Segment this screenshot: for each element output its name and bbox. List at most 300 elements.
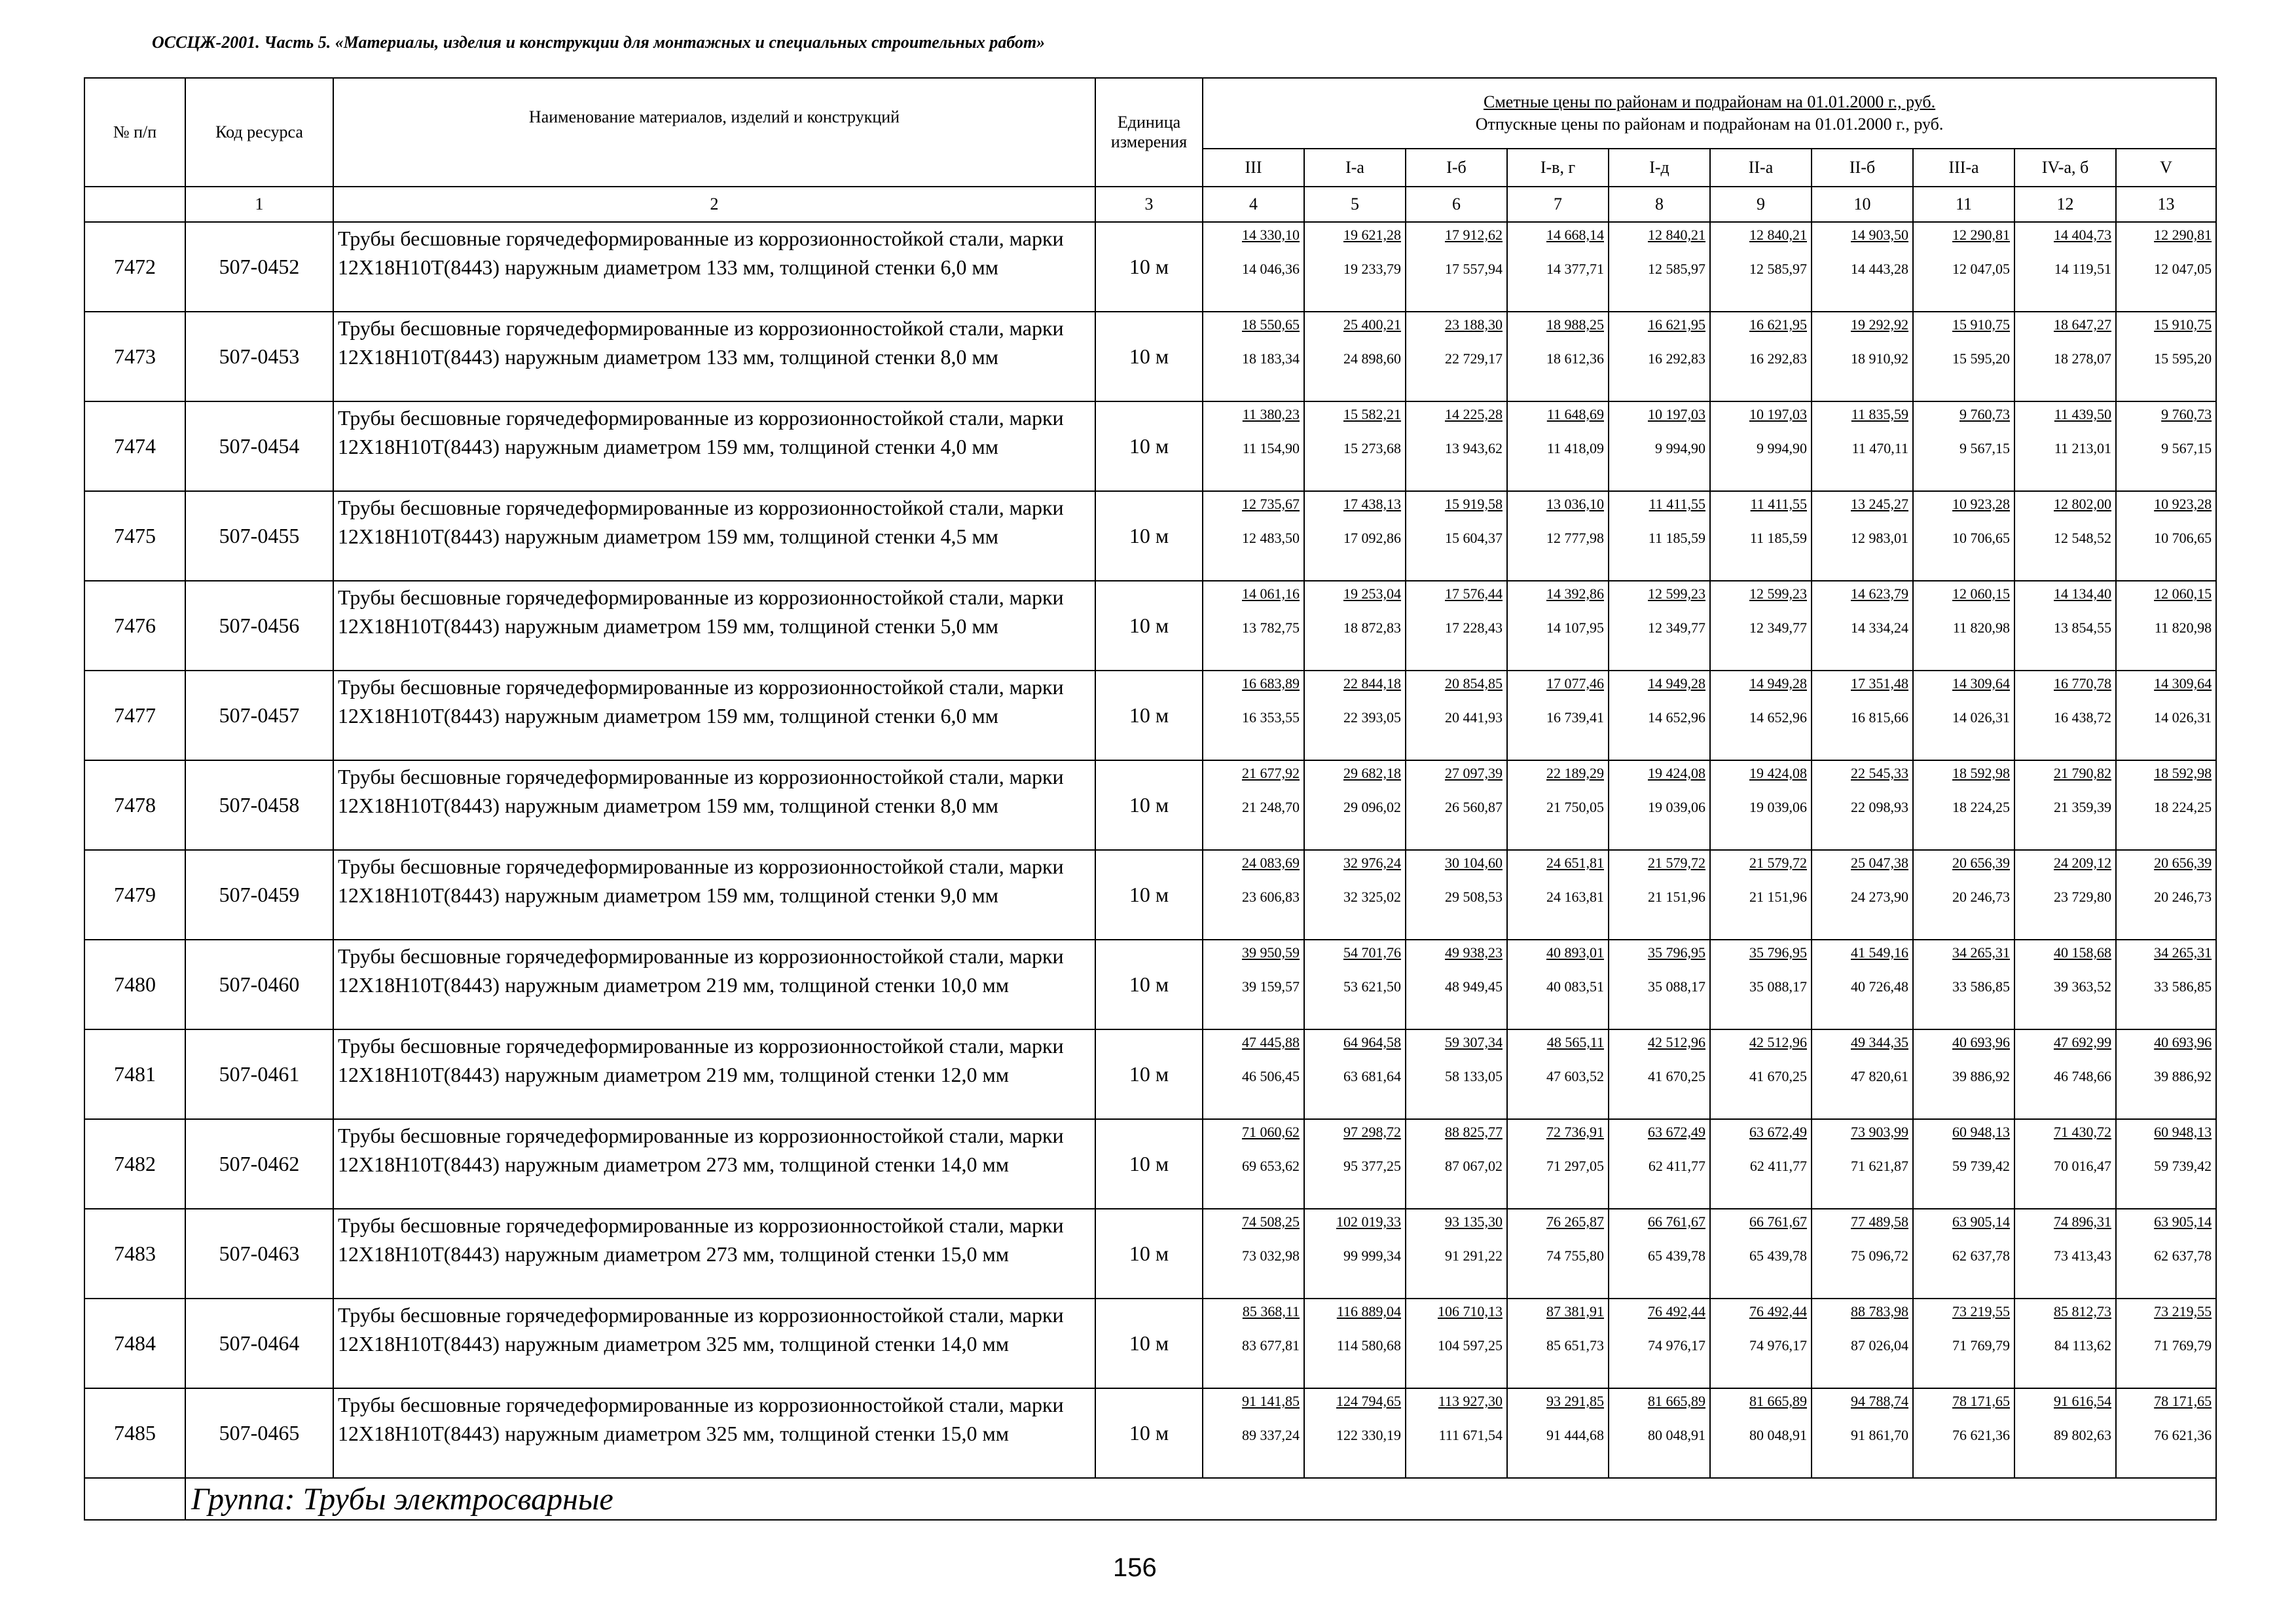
material-name: Трубы бесшовные горячедеформированные из коррозионностойкой стали, марки 12Х18Н10Т(8443) наружным диаметром 219 мм, толщиной стенки 12,0 мм <box>333 1029 1095 1119</box>
price-cell <box>1304 850 1406 940</box>
price-cell <box>2116 222 2216 312</box>
estimate-price: 48 565,11 <box>1546 1034 1604 1050</box>
price-cell <box>1203 1388 1304 1478</box>
estimate-price: 87 381,91 <box>1546 1303 1604 1320</box>
release-price: 71 769,79 <box>2154 1337 2212 1354</box>
estimate-price: 19 253,04 <box>1343 585 1401 602</box>
price-cell <box>2116 850 2216 940</box>
release-price: 11 820,98 <box>1952 619 2010 636</box>
release-price: 46 506,45 <box>1242 1068 1300 1084</box>
release-price: 12 983,01 <box>1851 530 1908 546</box>
price-cell <box>2116 1299 2216 1388</box>
release-price: 59 739,42 <box>2154 1158 2212 1174</box>
price-cell <box>1203 312 1304 401</box>
group-title: Группа: Трубы электросварные <box>185 1478 1203 1520</box>
release-price: 11 820,98 <box>2154 619 2212 636</box>
price-cell <box>2116 1119 2216 1209</box>
estimate-price: 10 197,03 <box>1749 406 1807 422</box>
release-price: 14 119,51 <box>2054 261 2111 277</box>
table-row <box>84 1388 2216 1478</box>
price-cell <box>1304 1209 1406 1299</box>
release-price: 12 777,98 <box>1546 530 1604 546</box>
release-price: 76 621,36 <box>2154 1427 2212 1443</box>
estimate-price: 21 579,72 <box>1648 855 1705 871</box>
column-number: 5 <box>1304 187 1406 222</box>
price-cell <box>1609 1388 1710 1478</box>
price-cell <box>1406 222 1507 312</box>
estimate-price: 93 135,30 <box>1445 1213 1503 1230</box>
estimate-price: 17 576,44 <box>1445 585 1503 602</box>
row-number: 7479 <box>84 850 185 940</box>
release-price: 87 067,02 <box>1445 1158 1503 1174</box>
estimate-price: 102 019,33 <box>1336 1213 1401 1230</box>
release-price: 9 994,90 <box>1655 440 1705 456</box>
release-price: 39 886,92 <box>2154 1068 2212 1084</box>
estimate-price: 63 905,14 <box>1952 1213 2010 1230</box>
district-header: III-а <box>1913 149 2014 187</box>
release-price: 22 393,05 <box>1343 709 1401 726</box>
row-number: 7475 <box>84 491 185 581</box>
estimate-price: 24 083,69 <box>1242 855 1300 871</box>
release-price: 11 470,11 <box>1851 440 1908 456</box>
estimate-price: 19 621,28 <box>1343 227 1401 243</box>
price-cell <box>1710 491 1812 581</box>
estimate-price: 10 197,03 <box>1648 406 1705 422</box>
release-price: 12 349,77 <box>1749 619 1807 636</box>
price-cell <box>2014 401 2116 491</box>
unit-of-measure: 10 м <box>1095 222 1203 312</box>
price-cell <box>1609 1209 1710 1299</box>
estimate-price: 10 923,28 <box>1952 496 2010 512</box>
price-cell <box>1812 1209 1913 1299</box>
column-number: 13 <box>2116 187 2216 222</box>
estimate-price: 14 309,64 <box>1952 675 2010 692</box>
release-price: 21 248,70 <box>1242 799 1300 815</box>
estimate-price: 9 760,73 <box>2161 406 2212 422</box>
estimate-price: 17 077,46 <box>1546 675 1604 692</box>
release-price: 20 246,73 <box>1952 889 2010 905</box>
price-cell <box>1812 401 1913 491</box>
estimate-price: 22 545,33 <box>1851 765 1908 781</box>
unit-of-measure: 10 м <box>1095 1209 1203 1299</box>
row-number: 7481 <box>84 1029 185 1119</box>
table-row <box>84 850 2216 940</box>
release-price: 16 739,41 <box>1546 709 1604 726</box>
price-cell <box>1812 1119 1913 1209</box>
price-cell <box>1304 671 1406 760</box>
release-price: 83 677,81 <box>1242 1337 1300 1354</box>
table-row <box>84 671 2216 760</box>
material-name: Трубы бесшовные горячедеформированные из коррозионностойкой стали, марки 12Х18Н10Т(8443) наружным диаметром 159 мм, толщиной стенки 4,5 мм <box>333 491 1095 581</box>
price-cell <box>1913 491 2014 581</box>
row-number: 7482 <box>84 1119 185 1209</box>
release-price: 9 567,15 <box>1959 440 2010 456</box>
row-number: 7485 <box>84 1388 185 1478</box>
price-cell <box>1203 1209 1304 1299</box>
price-cell <box>1507 1209 1609 1299</box>
row-number: 7476 <box>84 581 185 671</box>
release-price: 39 159,57 <box>1242 978 1300 995</box>
estimate-price: 12 290,81 <box>1952 227 2010 243</box>
release-price: 14 334,24 <box>1851 619 1908 636</box>
estimate-price: 16 621,95 <box>1749 316 1807 333</box>
release-price: 12 047,05 <box>1952 261 2010 277</box>
row-number: 7480 <box>84 940 185 1029</box>
price-cell <box>1609 401 1710 491</box>
release-price: 14 652,96 <box>1749 709 1807 726</box>
price-cell <box>2014 581 2116 671</box>
release-price: 19 039,06 <box>1749 799 1807 815</box>
resource-code: 507-0457 <box>185 671 333 760</box>
column-number: 12 <box>2014 187 2116 222</box>
estimate-price: 14 623,79 <box>1851 585 1908 602</box>
estimate-price: 39 950,59 <box>1242 944 1300 961</box>
estimate-price: 42 512,96 <box>1648 1034 1705 1050</box>
estimate-price: 12 060,15 <box>2154 585 2212 602</box>
district-header: V <box>2116 149 2216 187</box>
price-cell <box>1304 1299 1406 1388</box>
price-cell <box>1304 491 1406 581</box>
estimate-price: 124 794,65 <box>1336 1393 1401 1409</box>
release-price: 24 163,81 <box>1546 889 1604 905</box>
group-rest-cell <box>1203 1478 2216 1520</box>
estimate-price: 34 265,31 <box>2154 944 2212 961</box>
release-price: 40 083,51 <box>1546 978 1604 995</box>
price-cell <box>2014 1299 2116 1388</box>
estimate-price: 59 307,34 <box>1445 1034 1503 1050</box>
estimate-price: 15 910,75 <box>2154 316 2212 333</box>
price-cell <box>2014 671 2116 760</box>
price-cell <box>1304 760 1406 850</box>
price-cell <box>1406 312 1507 401</box>
estimate-price: 21 579,72 <box>1749 855 1807 871</box>
material-name: Трубы бесшовные горячедеформированные из коррозионностойкой стали, марки 12Х18Н10Т(8443) наружным диаметром 325 мм, толщиной стенки 14,0 мм <box>333 1299 1095 1388</box>
release-price: 15 604,37 <box>1445 530 1503 546</box>
price-cell <box>1507 940 1609 1029</box>
release-price: 47 820,61 <box>1851 1068 1908 1084</box>
price-cell <box>2014 1209 2116 1299</box>
estimate-price: 16 770,78 <box>2054 675 2111 692</box>
unit-of-measure: 10 м <box>1095 940 1203 1029</box>
price-cell <box>1710 1119 1812 1209</box>
price-cell <box>1507 581 1609 671</box>
release-price: 99 999,34 <box>1343 1247 1401 1264</box>
price-cell <box>1710 1299 1812 1388</box>
release-price: 41 670,25 <box>1749 1068 1807 1084</box>
estimate-price: 12 735,67 <box>1242 496 1300 512</box>
table-body <box>84 222 2216 1478</box>
estimate-price: 14 392,86 <box>1546 585 1604 602</box>
estimate-price: 16 683,89 <box>1242 675 1300 692</box>
release-price: 73 413,43 <box>2054 1247 2111 1264</box>
estimate-price: 23 188,30 <box>1445 316 1503 333</box>
estimate-price: 20 656,39 <box>1952 855 2010 871</box>
release-price: 15 273,68 <box>1343 440 1401 456</box>
unit-of-measure: 10 м <box>1095 760 1203 850</box>
release-price: 71 769,79 <box>1952 1337 2010 1354</box>
estimate-price: 73 219,55 <box>2154 1303 2212 1320</box>
price-cell <box>1203 1299 1304 1388</box>
release-price: 47 603,52 <box>1546 1068 1604 1084</box>
resource-code: 507-0465 <box>185 1388 333 1478</box>
price-cell <box>1812 1029 1913 1119</box>
unit-of-measure: 10 м <box>1095 1388 1203 1478</box>
release-price: 13 782,75 <box>1242 619 1300 636</box>
release-price: 89 802,63 <box>2054 1427 2111 1443</box>
estimate-price: 11 411,55 <box>1649 496 1705 512</box>
material-name: Трубы бесшовные горячедеформированные из коррозионностойкой стали, марки 12Х18Н10Т(8443) наружным диаметром 159 мм, толщиной стенки 5,0 мм <box>333 581 1095 671</box>
release-price: 15 595,20 <box>2154 350 2212 367</box>
release-price: 11 213,01 <box>2054 440 2111 456</box>
estimate-price: 19 424,08 <box>1749 765 1807 781</box>
release-price: 63 681,64 <box>1343 1068 1401 1084</box>
material-name: Трубы бесшовные горячедеформированные из коррозионностойкой стали, марки 12Х18Н10Т(8443) наружным диаметром 159 мм, толщиной стенки 6,0 мм <box>333 671 1095 760</box>
estimate-price: 24 651,81 <box>1546 855 1604 871</box>
estimate-price: 113 927,30 <box>1438 1393 1503 1409</box>
release-price: 41 670,25 <box>1648 1068 1705 1084</box>
estimate-price: 11 411,55 <box>1750 496 1807 512</box>
price-cell <box>1203 222 1304 312</box>
estimate-price: 81 665,89 <box>1648 1393 1705 1409</box>
price-cell <box>1913 1388 2014 1478</box>
column-number: 4 <box>1203 187 1304 222</box>
price-cell <box>1812 940 1913 1029</box>
release-price: 14 026,31 <box>1952 709 2010 726</box>
release-price: 33 586,85 <box>2154 978 2212 995</box>
price-cell <box>1812 1388 1913 1478</box>
estimate-price: 15 910,75 <box>1952 316 2010 333</box>
price-cell <box>1609 671 1710 760</box>
price-cell <box>1609 222 1710 312</box>
release-price: 80 048,91 <box>1648 1427 1705 1443</box>
resource-code: 507-0463 <box>185 1209 333 1299</box>
material-name: Трубы бесшовные горячедеформированные из коррозионностойкой стали, марки 12Х18Н10Т(8443) наружным диаметром 219 мм, толщиной стенки 10,0 мм <box>333 940 1095 1029</box>
estimate-price: 12 840,21 <box>1648 227 1705 243</box>
estimate-price: 13 245,27 <box>1851 496 1908 512</box>
price-cell <box>1406 1029 1507 1119</box>
price-cell <box>1913 940 2014 1029</box>
material-name: Трубы бесшовные горячедеформированные из коррозионностойкой стали, марки 12Х18Н10Т(8443) наружным диаметром 159 мм, толщиной стенки 4,0 мм <box>333 401 1095 491</box>
estimate-price: 11 648,69 <box>1546 406 1604 422</box>
release-price: 18 224,25 <box>1952 799 2010 815</box>
header-prices <box>1203 78 2216 149</box>
estimate-price: 91 141,85 <box>1242 1393 1300 1409</box>
header-name: Наименование материалов, изделий и конструкций <box>333 78 1095 187</box>
price-cell <box>1710 1388 1812 1478</box>
estimate-price: 15 582,21 <box>1343 406 1401 422</box>
release-price: 21 750,05 <box>1546 799 1604 815</box>
row-number: 7483 <box>84 1209 185 1299</box>
district-header: II-б <box>1812 149 1913 187</box>
estimate-price: 12 802,00 <box>2054 496 2111 512</box>
release-price: 17 557,94 <box>1445 261 1503 277</box>
estimate-price: 49 344,35 <box>1851 1034 1908 1050</box>
estimate-price: 27 097,39 <box>1445 765 1503 781</box>
column-number: 9 <box>1710 187 1812 222</box>
resource-code: 507-0452 <box>185 222 333 312</box>
resource-code: 507-0456 <box>185 581 333 671</box>
estimate-price: 54 701,76 <box>1343 944 1401 961</box>
release-price: 20 441,93 <box>1445 709 1503 726</box>
material-name: Трубы бесшовные горячедеформированные из коррозионностойкой стали, марки 12Х18Н10Т(8443) наружным диаметром 159 мм, толщиной стенки 9,0 мм <box>333 850 1095 940</box>
estimate-price: 91 616,54 <box>2054 1393 2111 1409</box>
price-cell <box>1609 850 1710 940</box>
price-cell <box>1203 401 1304 491</box>
price-cell <box>1913 312 2014 401</box>
release-price: 35 088,17 <box>1749 978 1807 995</box>
release-price: 9 567,15 <box>2161 440 2212 456</box>
resource-code: 507-0455 <box>185 491 333 581</box>
release-price: 13 943,62 <box>1445 440 1503 456</box>
price-cell <box>1913 401 2014 491</box>
price-cell <box>2116 1029 2216 1119</box>
estimate-price: 34 265,31 <box>1952 944 2010 961</box>
release-price: 84 113,62 <box>2054 1337 2111 1354</box>
estimate-price: 12 599,23 <box>1648 585 1705 602</box>
estimate-price: 76 492,44 <box>1648 1303 1705 1320</box>
estimate-price: 17 438,13 <box>1343 496 1401 512</box>
price-cell <box>1406 1209 1507 1299</box>
price-cell <box>2014 1119 2116 1209</box>
estimate-price: 40 893,01 <box>1546 944 1604 961</box>
estimate-price: 32 976,24 <box>1343 855 1401 871</box>
price-cell <box>1710 1209 1812 1299</box>
column-number-empty <box>84 187 185 222</box>
price-cell <box>1406 491 1507 581</box>
release-price: 71 297,05 <box>1546 1158 1604 1174</box>
release-price: 91 444,68 <box>1546 1427 1604 1443</box>
release-price: 73 032,98 <box>1242 1247 1300 1264</box>
price-cell <box>1304 1119 1406 1209</box>
estimate-price: 14 668,14 <box>1546 227 1604 243</box>
release-price: 14 026,31 <box>2154 709 2212 726</box>
release-price: 22 729,17 <box>1445 350 1503 367</box>
release-price: 14 046,36 <box>1242 261 1300 277</box>
price-cell <box>1304 1029 1406 1119</box>
price-cell <box>2116 940 2216 1029</box>
release-price: 74 976,17 <box>1749 1337 1807 1354</box>
estimate-price: 21 790,82 <box>2054 765 2111 781</box>
release-price: 75 096,72 <box>1851 1247 1908 1264</box>
price-cell <box>1812 581 1913 671</box>
column-number-row <box>84 187 2216 222</box>
estimate-price: 20 854,85 <box>1445 675 1503 692</box>
price-cell <box>1304 1388 1406 1478</box>
row-number: 7473 <box>84 312 185 401</box>
estimate-price: 14 949,28 <box>1749 675 1807 692</box>
price-cell <box>1609 1029 1710 1119</box>
release-price: 11 185,59 <box>1749 530 1807 546</box>
release-price: 80 048,91 <box>1749 1427 1807 1443</box>
estimate-price: 18 988,25 <box>1546 316 1604 333</box>
price-cell <box>2014 222 2116 312</box>
page-number: 156 <box>1113 1553 1157 1582</box>
price-cell <box>1406 1388 1507 1478</box>
column-number: 10 <box>1812 187 1913 222</box>
price-cell <box>1812 312 1913 401</box>
price-table <box>84 77 2217 1521</box>
column-number: 6 <box>1406 187 1507 222</box>
price-cell <box>1304 581 1406 671</box>
release-price: 40 726,48 <box>1851 978 1908 995</box>
release-price: 14 107,95 <box>1546 619 1604 636</box>
estimate-price: 116 889,04 <box>1336 1303 1401 1320</box>
price-cell <box>1913 581 2014 671</box>
price-cell <box>1304 940 1406 1029</box>
estimate-price: 74 508,25 <box>1242 1213 1300 1230</box>
release-price: 62 411,77 <box>1648 1158 1705 1174</box>
release-price: 111 671,54 <box>1438 1427 1503 1443</box>
estimate-price: 63 672,49 <box>1648 1124 1705 1140</box>
price-cell <box>1710 760 1812 850</box>
release-price: 48 949,45 <box>1445 978 1503 995</box>
price-cell <box>1913 671 2014 760</box>
release-price: 24 898,60 <box>1343 350 1401 367</box>
release-price: 22 098,93 <box>1851 799 1908 815</box>
price-cell <box>1710 671 1812 760</box>
table-row <box>84 1119 2216 1209</box>
material-name: Трубы бесшовные горячедеформированные из коррозионностойкой стали, марки 12Х18Н10Т(8443) наружным диаметром 273 мм, толщиной стенки 14,0 мм <box>333 1119 1095 1209</box>
estimate-price: 14 225,28 <box>1445 406 1503 422</box>
release-price: 21 151,96 <box>1648 889 1705 905</box>
price-cell <box>2116 1209 2216 1299</box>
price-cell <box>1507 1388 1609 1478</box>
column-number: 2 <box>333 187 1095 222</box>
estimate-price: 73 219,55 <box>1952 1303 2010 1320</box>
price-cell <box>1913 1119 2014 1209</box>
release-price: 17 092,86 <box>1343 530 1401 546</box>
price-cell <box>1203 581 1304 671</box>
estimate-price: 42 512,96 <box>1749 1034 1807 1050</box>
estimate-price: 13 036,10 <box>1546 496 1604 512</box>
unit-of-measure: 10 м <box>1095 491 1203 581</box>
material-name: Трубы бесшовные горячедеформированные из коррозионностойкой стали, марки 12Х18Н10Т(8443) наружным диаметром 159 мм, толщиной стенки 8,0 мм <box>333 760 1095 850</box>
release-price: 16 815,66 <box>1851 709 1908 726</box>
release-price: 23 606,83 <box>1242 889 1300 905</box>
price-cell <box>2014 850 2116 940</box>
material-name: Трубы бесшовные горячедеформированные из коррозионностойкой стали, марки 12Х18Н10Т(8443) наружным диаметром 133 мм, толщиной стенки 8,0 мм <box>333 312 1095 401</box>
price-cell <box>1710 850 1812 940</box>
release-price: 114 580,68 <box>1336 1337 1401 1354</box>
estimate-price: 63 905,14 <box>2154 1213 2212 1230</box>
price-cell <box>2014 940 2116 1029</box>
estimate-price: 11 380,23 <box>1242 406 1300 422</box>
release-price: 12 585,97 <box>1749 261 1807 277</box>
row-number: 7477 <box>84 671 185 760</box>
release-price: 13 854,55 <box>2054 619 2111 636</box>
price-cell <box>1710 1029 1812 1119</box>
estimate-price: 71 060,62 <box>1242 1124 1300 1140</box>
price-cell <box>1203 940 1304 1029</box>
estimate-price: 76 265,87 <box>1546 1213 1604 1230</box>
unit-of-measure: 10 м <box>1095 581 1203 671</box>
unit-of-measure: 10 м <box>1095 401 1203 491</box>
price-cell <box>1406 1119 1507 1209</box>
price-cell <box>1913 1299 2014 1388</box>
row-number: 7472 <box>84 222 185 312</box>
estimate-price: 41 549,16 <box>1851 944 1908 961</box>
estimate-price: 19 292,92 <box>1851 316 1908 333</box>
estimate-price: 97 298,72 <box>1343 1124 1401 1140</box>
release-price: 39 886,92 <box>1952 1068 2010 1084</box>
price-cell <box>2116 760 2216 850</box>
estimate-price: 78 171,65 <box>2154 1393 2212 1409</box>
row-number: 7478 <box>84 760 185 850</box>
estimate-price: 106 710,13 <box>1438 1303 1503 1320</box>
price-cell <box>1710 401 1812 491</box>
column-number: 11 <box>1913 187 2014 222</box>
header-estimate-prices: Сметные цены по районам и подрайонам на 01.01.2000 г., руб. <box>1483 92 1936 111</box>
